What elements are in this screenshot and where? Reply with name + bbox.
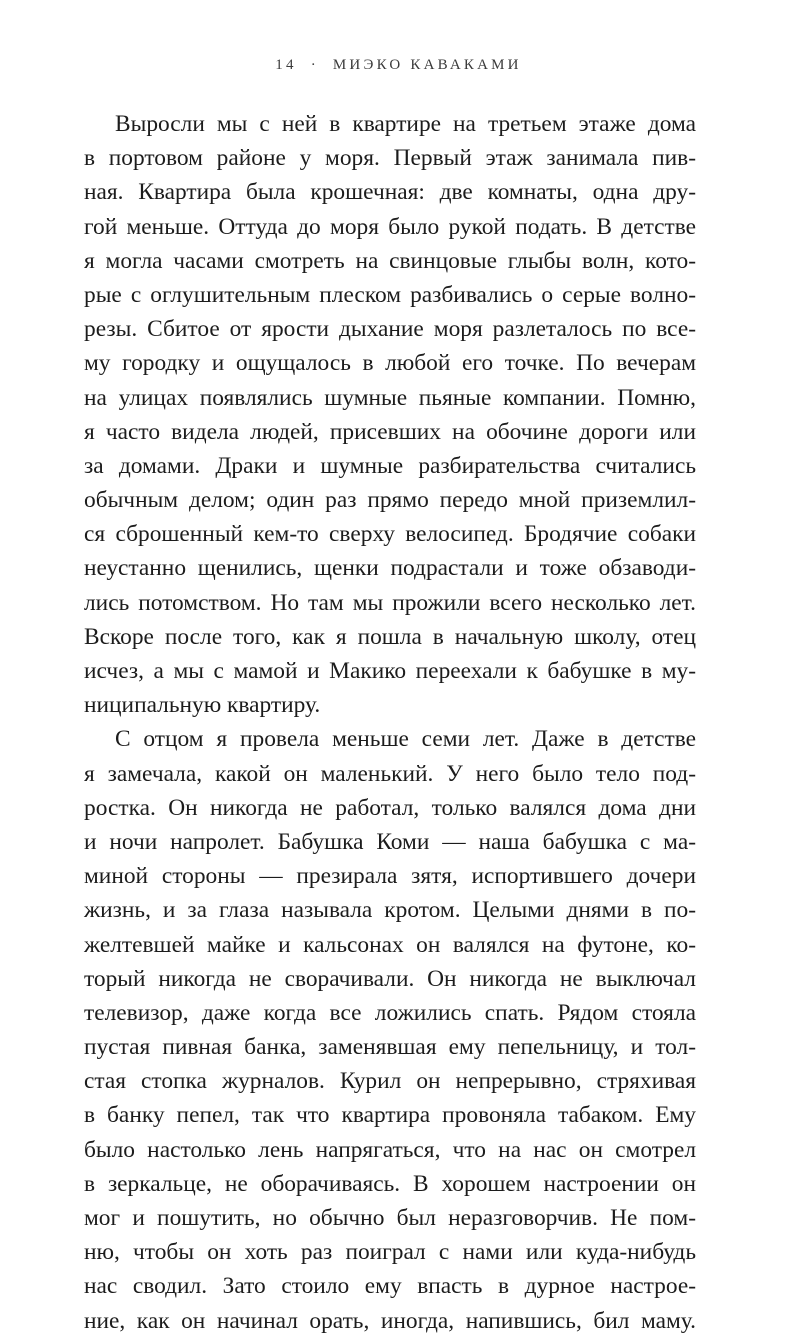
text-line: в портовом районе у моря. Первый этаж занимала пив- xyxy=(84,145,696,172)
text-line: в банку пепел, так что квартира провоняла табаком. Ему xyxy=(84,1102,696,1129)
text-line: ная. Квартира была крошечная: две комнаты, одна дру- xyxy=(84,179,696,206)
text-line: резы. Сбитое от ярости дыхание моря разлеталось по все- xyxy=(84,316,696,343)
text-line: в зеркальце, не оборачиваясь. В хорошем настроении он xyxy=(84,1170,696,1197)
text-line: жизнь, и за глаза называла кротом. Целыми днями в по- xyxy=(84,897,696,924)
text-line: ние, как он начинал орать, иногда, напившись, бил маму. xyxy=(84,1307,696,1334)
author-name: МИЭКО КАВАКАМИ xyxy=(332,57,522,73)
text-line: нас сводил. Зато стоило ему впасть в дурное настрое- xyxy=(84,1273,696,1300)
text-line: за домами. Драки и шумные разбирательства считались xyxy=(84,452,696,479)
text-line: ростка. Он никогда не работал, только валялся дома дни xyxy=(84,794,696,821)
text-line: исчез, а мы с мамой и Макико переехали к бабушке в му- xyxy=(84,658,696,684)
paragraph-1 xyxy=(84,107,696,722)
text-line: было настолько лень напрягаться, что на нас он смотрел xyxy=(84,1136,696,1163)
text-line: я могла часами смотреть на свинцовые глыбы волн, кото- xyxy=(84,247,696,274)
body-text xyxy=(84,107,696,1338)
text-line: Выросли мы с ней в квартире на третьем этаже дома xyxy=(115,111,696,137)
text-line: и ночи напролет. Бабушка Коми — наша бабушка с ма- xyxy=(84,828,696,855)
text-line: ниципальную квартиру. xyxy=(84,692,321,719)
text-line: телевизор, даже когда все ложились спать. Рядом стояла xyxy=(84,999,696,1026)
paragraph-2 xyxy=(84,722,696,1337)
text-line: я замечала, какой он маленький. У него было тело под- xyxy=(84,760,696,787)
text-line: му городку и ощущалось в любой его точке. По вечерам xyxy=(84,350,696,377)
text-line: ся сброшенный кем-то сверху велосипед. Бродячие собаки xyxy=(84,521,696,548)
text-line: неустанно щенились, щенки подрастали и тоже обзаводи- xyxy=(84,555,696,582)
text-line: торый никогда не сворачивали. Он никогда не выключал xyxy=(84,965,696,992)
text-line: желтевшей майке и кальсонах он валялся на футоне, ко- xyxy=(84,931,696,958)
text-line: рые с оглушительным плеском разбивались о серые волно- xyxy=(84,281,696,308)
text-line: я часто видела людей, присевших на обочине дороги или xyxy=(84,418,696,445)
text-line: лись потомством. Но там мы прожили всего несколько лет. xyxy=(84,589,696,616)
text-line: С отцом я провела меньше семи лет. Даже в детстве xyxy=(115,726,696,753)
text-line: Вскоре после того, как я пошла в начальную школу, отец xyxy=(84,623,696,650)
text-line: пустая пивная банка, заменявшая ему пепельницу, и тол- xyxy=(84,1034,696,1061)
text-line: миной стороны — презирала зятя, испортившего дочери xyxy=(84,863,696,890)
text-line: гой меньше. Оттуда до моря было рукой подать. В детстве xyxy=(84,213,696,240)
text-line: обычным делом; один раз прямо передо мной приземлил- xyxy=(84,487,696,514)
text-line: на улицах появлялись шумные пьяные компании. Помню, xyxy=(84,384,696,411)
running-header xyxy=(0,57,797,74)
text-line: стая стопка журналов. Курил он непрерывно, стряхивая xyxy=(84,1068,696,1095)
header-separator: · xyxy=(310,57,319,73)
text-line: ню, чтобы он хоть раз поиграл с нами или куда-нибудь xyxy=(84,1239,696,1266)
text-line: мог и пошутить, но обычно был неразговорчив. Не пом- xyxy=(84,1205,696,1231)
page-number: 14 xyxy=(275,57,297,73)
